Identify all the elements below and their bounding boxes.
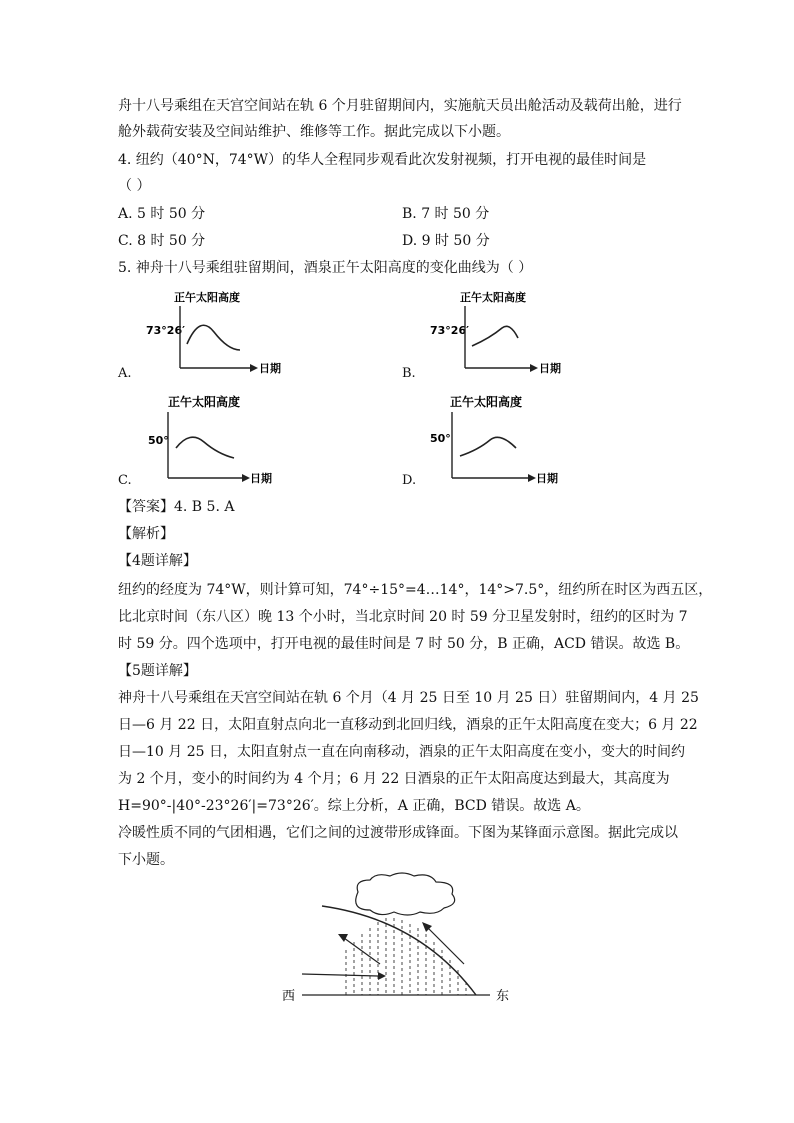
chart-d-arrow [528,474,536,482]
cloud-shape [356,873,455,915]
answer-line: 【答案】4. B 5. A [118,499,235,515]
chart-b-curve [472,326,518,346]
cold-air-hatch [346,918,466,995]
chart-d-ylabel: 正午太阳高度 [450,395,523,409]
chart-a-xlabel: 日期 [259,362,281,375]
q4-option-d: D. 9 时 50 分 [402,233,490,249]
warm-air-arrow [302,974,378,976]
q5-option-d: D. [402,473,417,488]
q4-option-b: B. 7 时 50 分 [402,206,490,222]
chart-a-ylabel: 正午太阳高度 [174,291,240,304]
sub5-line-4: 为 2 个月，变小的时间约为 4 个月；6 月 22 日酒泉的正午太阳高度达到最大，其高度为 [118,771,670,787]
question-5-stem: 5. 神舟十八号乘组驻留期间，酒泉正午太阳高度的变化曲线为（ ） [118,260,533,276]
chart-a-curve [187,325,240,350]
sub5-line-5: H=90°-|40°-23°26′|=73°26′。综上分析，A 正确，BCD 错误。故选 A。 [118,798,590,814]
question-4-paren: （ ） [118,178,151,194]
sub4-line-1: 纽约的经度为 74°W，则计算可知，74°÷15°=4…14°，14°>7.5°，纽约所在时区为西五区， [118,582,713,598]
q4-option-c: C. 8 时 50 分 [118,233,206,249]
analysis-title: 【解析】 [118,526,174,542]
intro-line-1: 舟十八号乘组在天宫空间站在轨 6 个月驻留期间内，实施航天员出舱活动及载荷出舱，进行 [118,98,682,114]
sub4-line-3: 时 59 分。四个选项中，打开电视的最佳时间是 7 时 50 分，B 正确，ACD 错误。故选 B。 [118,636,690,652]
q5-chart-b [432,288,572,380]
front-surface [322,906,476,995]
q5-option-c: C. [118,473,132,488]
chart-b-xlabel: 日期 [539,362,561,375]
sub4-line-2: 比北京时间（东八区）晚 13 个小时，当北京时间 20 时 59 分卫星发射时，纽约的区时为 7 [118,609,688,625]
west-label: 西 [282,989,296,1004]
chart-c-mark: 50° [148,434,169,447]
q5-option-a: A. [118,366,132,381]
sub5-line-1: 神舟十八号乘组在天宫空间站在轨 6 个月（4 月 25 日至 10 月 25 日）驻留期间内，4 月 25 [118,690,699,706]
front-diagram [280,870,520,1010]
q5-chart-d [430,392,570,488]
chart-c-xlabel: 日期 [250,472,272,485]
chart-b-ylabel: 正午太阳高度 [460,291,526,304]
sub4-title: 【4题详解】 [118,553,197,569]
next-intro-line-2: 下小题。 [118,852,174,868]
chart-c-ylabel: 正午太阳高度 [168,395,241,409]
q5-chart-a [146,288,290,380]
chart-d-mark: 50° [430,432,451,445]
chart-d-curve [460,437,516,456]
chart-a-mark: 73°26′ [146,324,186,337]
q5-option-b: B. [402,366,416,381]
sub5-line-2: 日—6 月 22 日，太阳直射点向北一直移动到北回归线，酒泉的正午太阳高度在变大；6 月 22 [118,717,698,733]
sub5-line-3: 日—10 月 25 日，太阳直射点一直在向南移动，酒泉的正午太阳高度在变小，变大的时间约 [118,744,685,760]
q5-chart-c [146,392,286,488]
intro-line-2: 舱外载荷安装及空间站维护、维修等工作。据此完成以下小题。 [118,124,510,140]
chart-c-curve [176,437,234,458]
chart-b-arrow [530,364,538,372]
chart-b-mark: 73°26′ [430,324,470,337]
chart-a-arrow [250,364,258,372]
question-4-stem: 4. 纽约（40°N，74°W）的华人全程同步观看此次发射视频，打开电视的最佳时间是 [118,152,647,168]
chart-d-xlabel: 日期 [536,472,558,485]
q4-option-a: A. 5 时 50 分 [118,206,206,222]
chart-c-arrow [242,474,250,482]
upper-air-arrow [428,928,464,964]
sub5-title: 【5题详解】 [118,663,197,679]
east-label: 东 [496,989,510,1004]
next-intro-line-1: 冷暖性质不同的气团相遇，它们之间的过渡带形成锋面。下图为某锋面示意图。据此完成以 [118,825,678,841]
